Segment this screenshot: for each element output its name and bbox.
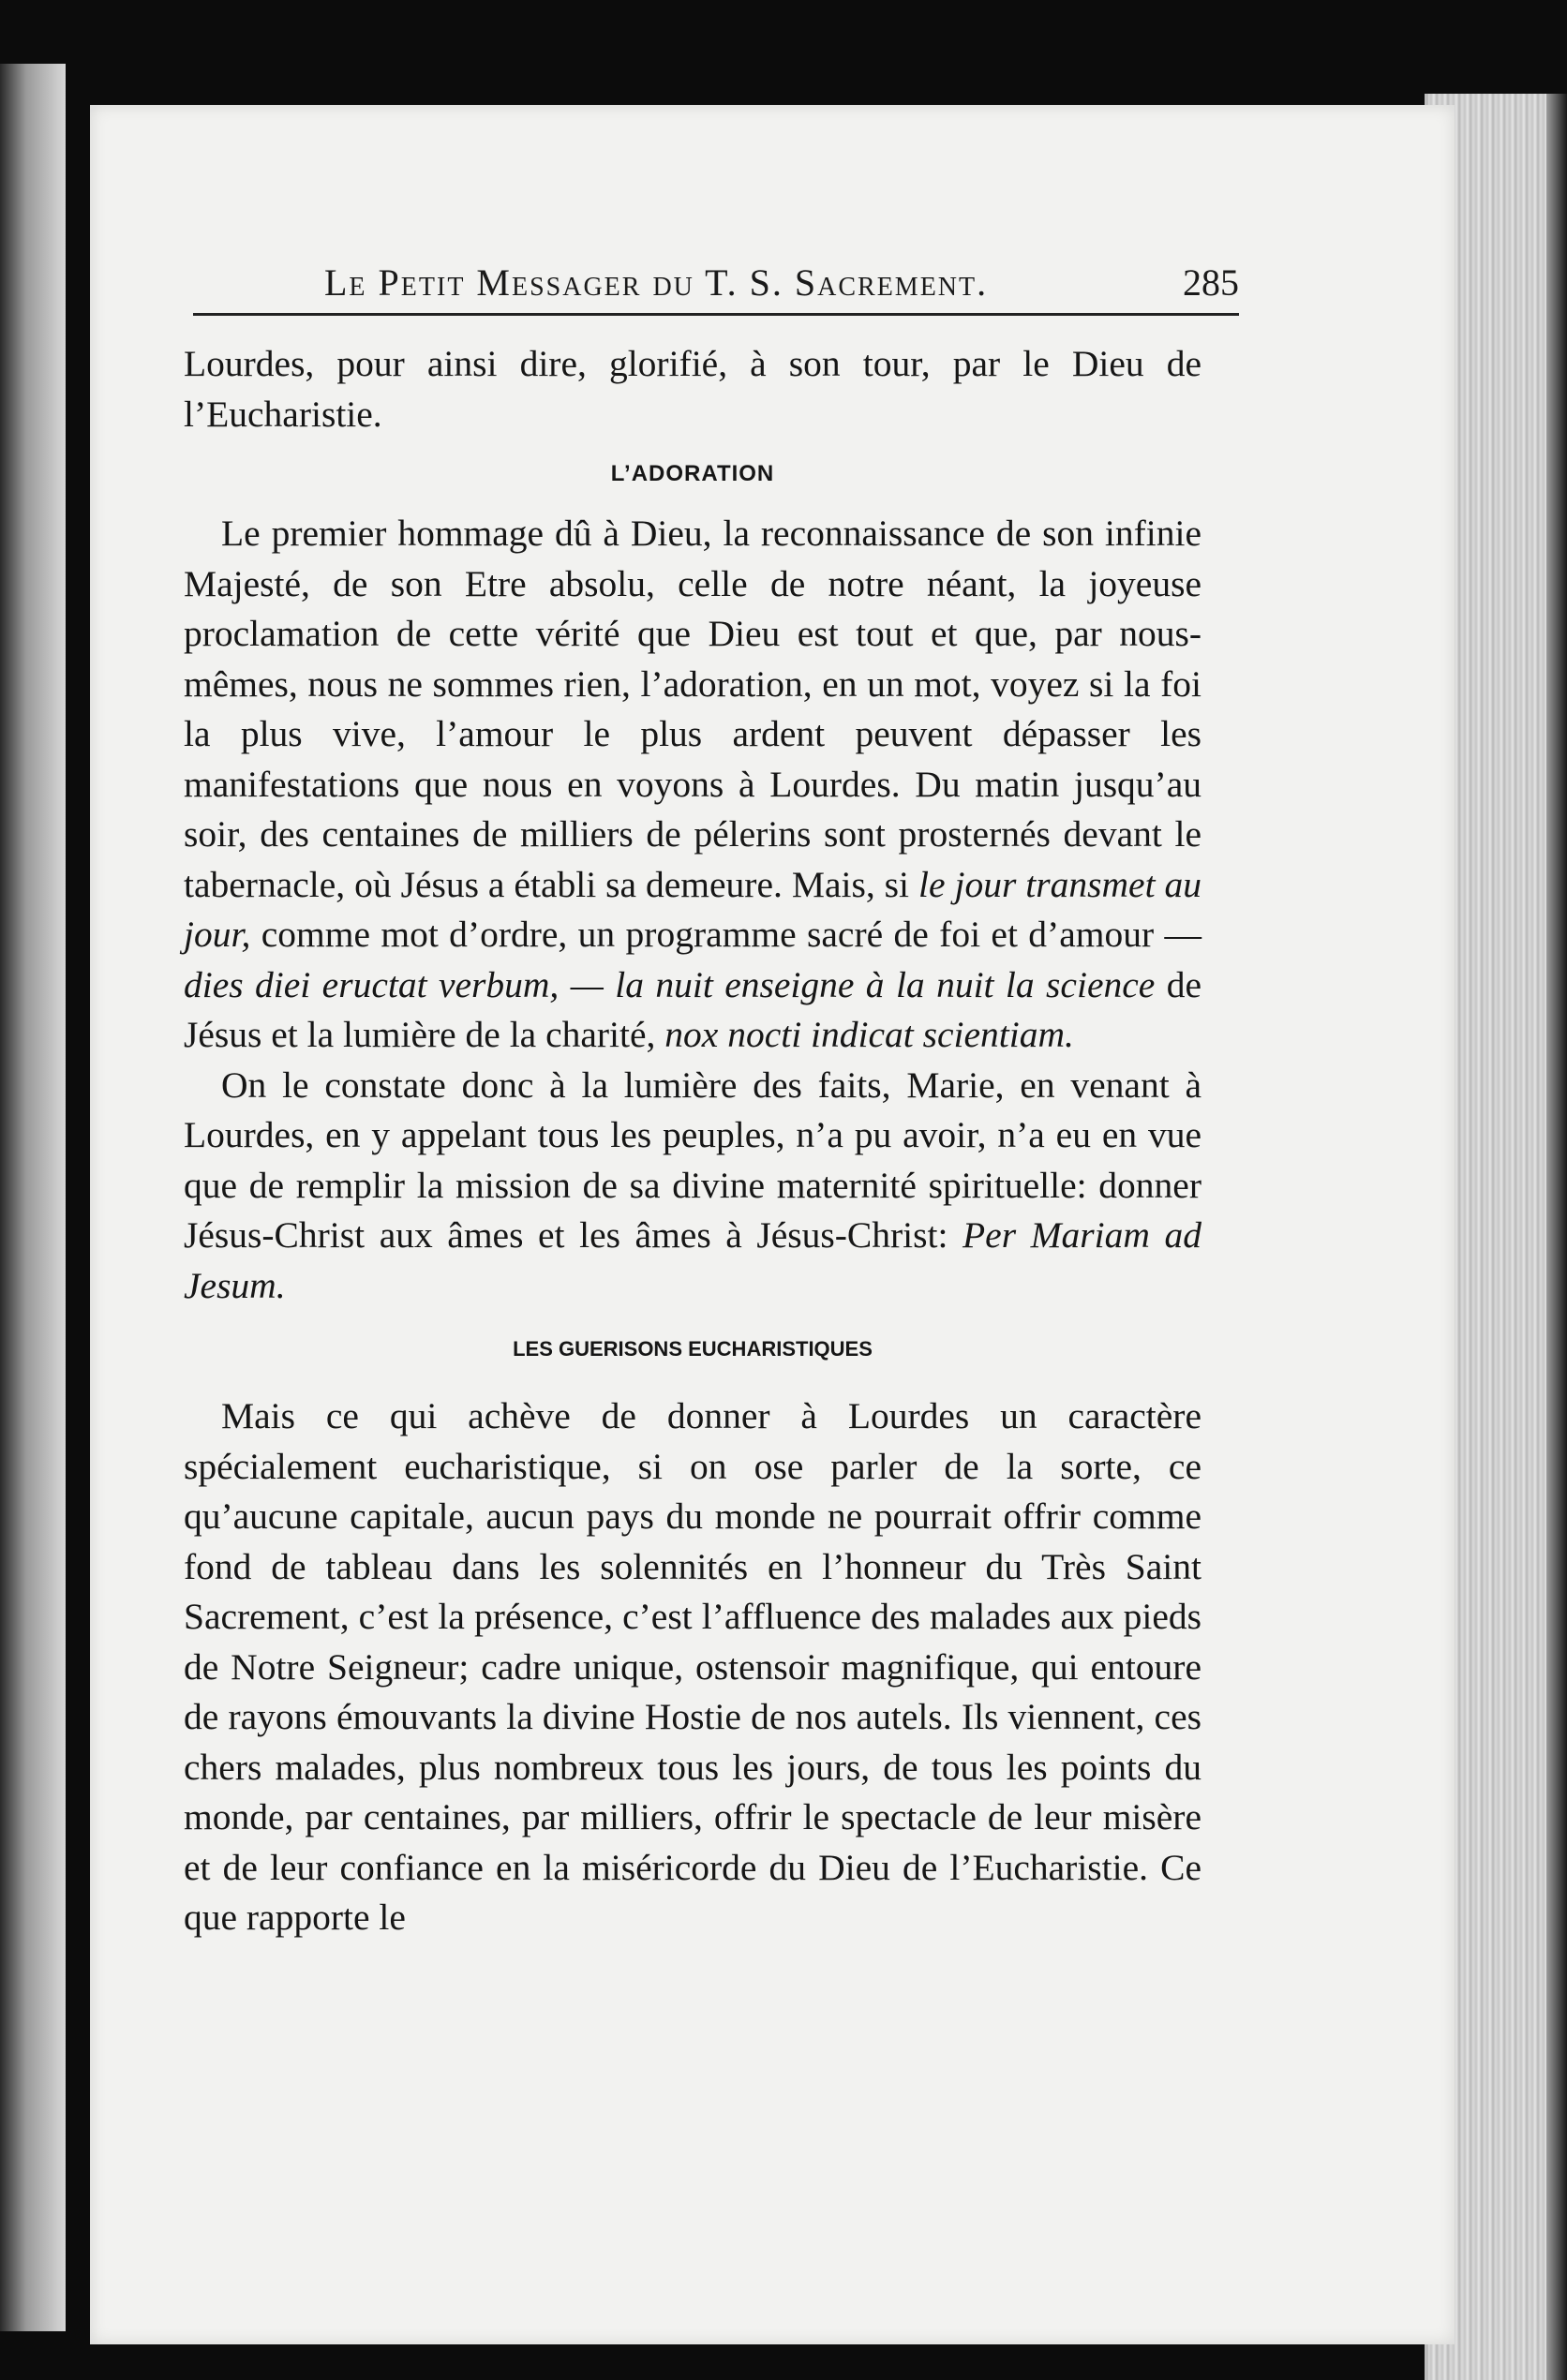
- italic-run: nox nocti indicat scientiam.: [664, 1014, 1074, 1055]
- paragraph: Lourdes, pour ainsi dire, glorifié, à son tour, par le Dieu de l’Eucharistie.: [184, 343, 1201, 435]
- paragraph: [184, 509, 1201, 1061]
- text-run: de Jésus et la lumière de la charité,: [184, 963, 1201, 1055]
- text-run: comme mot d’ordre, un programme sacré de foi et d’amour —: [250, 914, 1201, 955]
- section-heading: LES GUERISONS EUCHARISTIQUES: [513, 1337, 873, 1361]
- italic-run: le jour transmet au jour,: [184, 863, 1202, 955]
- text-run: On le constate donc à la lumière des faits, Marie, en venant à Lourdes, en y appelant tous les peuples, n’a pu avoir, n’a eu en vue que de remplir la mission de sa divine maternité spirituelle: donner Jésus-Christ aux âmes et les âmes à Jésus-Christ:: [184, 1064, 1201, 1256]
- section-heading: L’ADORATION: [610, 461, 775, 486]
- text-run: Le premier hommage dû à Dieu, la reconnaissance de son infinie Majesté, de son Etre absolu, celle de notre néant, la joyeuse proclamation de cette vérité que Dieu est tout et que, par nous-mêmes, nous ne sommes rien, l’adoration, en un mot, voyez si la foi la plus vive, l’amour le plus ardent peuvent dépasser les manifestations que nous en voyons à Lourdes. Du matin jusqu’au soir, des centaines de milliers de pélerins sont prosternés devant le tabernacle, où Jésus a établi sa demeure. Mais, si: [184, 513, 1201, 905]
- paragraph: [184, 1061, 1201, 1312]
- running-title: Le Petit Messager du T. S. Sacrement.: [324, 261, 989, 304]
- left-page-edge: [0, 64, 66, 2331]
- italic-run: Per Mariam ad Jesum.: [184, 1214, 1201, 1306]
- paragraph: Mais ce qui achève de donner à Lourdes un caractère spécialement eucharistique, si on ose parler de la sorte, ce qu’aucune capitale, aucun pays du monde ne pourrait offrir comme fond de tableau dans les solennités en l’honneur du Très Saint Sacrement, c’est la présence, c’est l’affluence des malades aux pieds de Notre Seigneur; cadre unique, ostensoir magnifique, qui entoure de rayons émouvants la divine Hostie de nos autels. Ils viennent, ces chers malades, plus nombreux tous les jours, de tous les points du monde, par centaines, par milliers, offrir le spectacle de leur misère et de leur confiance en la miséricorde du Dieu de l’Eucharistie. Ce que rapporte le: [184, 1395, 1201, 1938]
- page-number: 285: [1183, 261, 1239, 304]
- running-header: [193, 253, 1239, 316]
- italic-run: dies diei eructat verbum, — la nuit enseigne à la nuit la science: [184, 963, 1156, 1005]
- body-text: [184, 339, 1201, 1943]
